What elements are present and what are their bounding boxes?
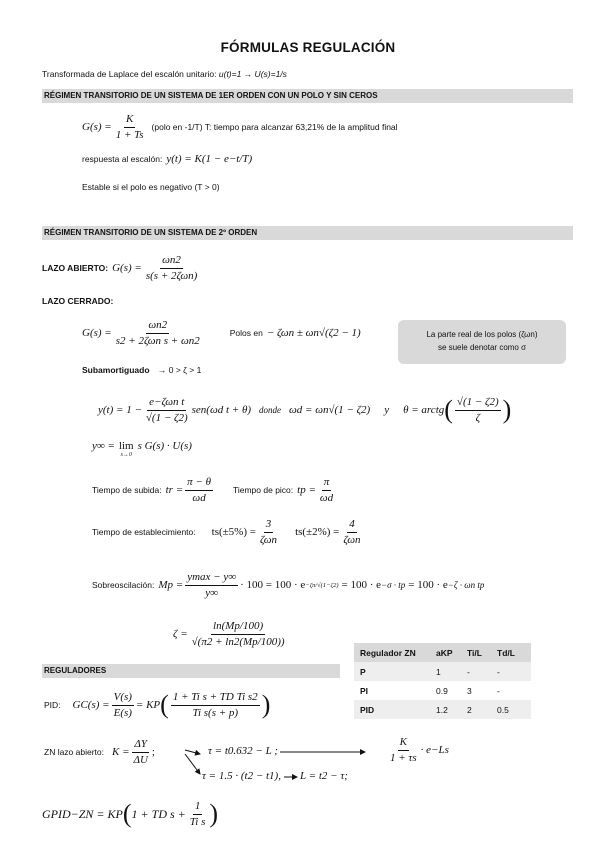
ts2-den: ζωn <box>343 533 361 546</box>
yinf-sub: s→0 <box>120 452 132 458</box>
g-den: 1 + Ts <box>115 128 144 141</box>
gpid-num: 1 <box>193 800 203 815</box>
table-row <box>354 681 531 700</box>
zn-model <box>386 733 449 767</box>
closed-num: ωn2 <box>146 319 169 334</box>
pid-label: PID: <box>44 700 61 710</box>
rise-num: π − θ <box>185 476 213 491</box>
gpid-body: 1 + TD s + <box>131 806 186 821</box>
settle-label: Tiempo de establecimiento: <box>92 527 196 537</box>
zn-cell: - <box>491 681 531 700</box>
zn-col-ti: Ti/L <box>461 643 491 662</box>
note-line2: se suele denotar como σ <box>437 343 527 352</box>
zn-cell: 2 <box>461 700 491 719</box>
final-value <box>92 440 192 458</box>
zn-col-td: Td/L <box>491 643 531 662</box>
zn-col-akp: aKP <box>430 643 461 662</box>
regulators-heading: REGULADORES <box>42 664 340 678</box>
open-num: ωn2 <box>160 254 183 269</box>
zeta-den: √(π2 + ln2(Mp/100)) <box>191 635 285 648</box>
over-lhs: Mp = <box>158 579 184 591</box>
zn-cell: 0.5 <box>491 700 531 719</box>
zn-model-den: 1 + τs <box>390 751 417 764</box>
over-rhs2: = 100 · e <box>341 579 382 591</box>
peak-den: ωd <box>319 491 334 504</box>
zn-cell: - <box>461 662 491 681</box>
zn-cell: PI <box>354 681 430 700</box>
zn-k-num: ΔY <box>132 738 149 753</box>
zn-cell: PID <box>354 700 430 719</box>
zn-arrow-tau2 <box>185 754 200 774</box>
zn-cell: 1 <box>430 662 461 681</box>
laplace-line <box>42 69 287 79</box>
zeta-formula <box>173 614 289 654</box>
zn-model-exp: · e−Ls <box>420 744 449 756</box>
over-den: y∞ <box>205 586 219 599</box>
zn-tau2: τ = 1.5 · (t2 − t1), <box>202 770 281 782</box>
over-label: Sobreoscilación: <box>92 580 155 590</box>
y-lhs: y(t) = 1 − <box>98 404 142 416</box>
laplace-label: Transformada de Laplace del escalón unitario: <box>42 69 217 79</box>
section2-heading: RÉGIMEN TRANSITORIO DE UN SISTEMA DE 2º ORDEN <box>42 226 573 240</box>
theta-den: ζ <box>475 411 481 424</box>
laplace-formula: u(t)=1 → U(s)=1/s <box>218 69 287 79</box>
step-response <box>82 153 252 165</box>
rise-peak <box>92 474 337 506</box>
y-den: √(1 − ζ2) <box>145 411 188 424</box>
table-row <box>354 700 531 719</box>
yinf-rhs: s G(s) · U(s) <box>137 440 192 452</box>
y-conj: y <box>384 404 390 416</box>
zn-cell: - <box>491 662 531 681</box>
zeta-lhs: ζ = <box>173 628 188 640</box>
over-num: ymax − y∞ <box>185 571 238 586</box>
pid-lhs: GC(s) = <box>72 699 110 711</box>
zn-table <box>354 643 531 719</box>
pid-num2: 1 + Ti s + TD Ti s2 <box>171 691 260 706</box>
open-loop <box>42 252 201 284</box>
ts5-lhs: ts(±5%) = <box>211 526 256 538</box>
zeta-num: ln(Mp/100) <box>211 620 265 635</box>
pid-num1: V(s) <box>112 691 134 706</box>
response-formula: y(t) = 1 − $\frac{\text{e−ζωn t}}{√(1 - \zeta 2)}$ sen(ωd t + θ) donde ωd = ωn√(1 − ζ2) y θ = arctg ( $\frac{√(1 - \zeta 2)}{\zeta}$ ) <box>98 395 512 424</box>
peak-lhs: tp = <box>297 484 316 496</box>
zn-k: K = <box>112 746 130 758</box>
zn-cell: P <box>354 662 430 681</box>
underdamped <box>82 365 201 375</box>
zn-tau: τ = t0.632 − L ; <box>208 745 278 757</box>
zn-cell: 1.2 <box>430 700 461 719</box>
over-rhs3: = 100 · e <box>408 579 448 591</box>
open-label: LAZO ABIERTO: <box>42 263 109 273</box>
rise-den: ωd <box>192 491 206 504</box>
theta: θ = arctg <box>403 404 445 416</box>
g-lhs: G(s) = <box>82 121 112 133</box>
ts2-lhs: ts(±2%) = <box>295 526 340 538</box>
poles-label: Polos en <box>229 328 263 338</box>
g-num: K <box>124 113 135 128</box>
open-lhs: G(s) = <box>112 262 142 274</box>
y-num: e−ζωn t <box>147 396 186 411</box>
zn-open-loop: ZN lazo abierto: K = $\frac{\Delta Y}{\Delta U}$ ; <box>44 737 155 766</box>
under-cond: → 0 > ζ > 1 <box>157 365 202 375</box>
donde: donde <box>259 405 282 415</box>
y-tail: sen(ωd t + θ) <box>191 404 252 416</box>
zn-model-num: K <box>398 736 409 751</box>
zn-col-regulator: Regulador ZN <box>354 643 430 662</box>
note-box <box>398 320 566 364</box>
wd-formula: ωd = ωn√(1 − ζ2) <box>289 404 371 416</box>
pid-eq: = KP <box>135 699 161 711</box>
rise-label: Tiempo de subida: <box>92 485 162 495</box>
zn-cell: 0.9 <box>430 681 461 700</box>
poles-formula: − ζωn ± ωn√(ζ2 − 1) <box>266 327 361 339</box>
yinf-lhs: y∞ = <box>92 440 115 452</box>
pid-den1: E(s) <box>113 706 132 719</box>
gpid-zn: GPID−ZN = KP ( 1 + TD s + $\frac{1}{\text{Ti s}}$ ) <box>42 799 219 828</box>
zn-label: ZN lazo abierto: <box>44 747 104 757</box>
zn-k-den: ΔU <box>133 753 148 766</box>
zn-table-header <box>354 643 531 662</box>
settling-time <box>92 516 364 548</box>
closed-loop <box>82 316 361 350</box>
closed-lhs: G(s) = <box>82 327 112 339</box>
theta-num: √(1 − ζ2) <box>455 396 501 411</box>
pid-den2: Ti s(s + p) <box>192 706 239 719</box>
over-rhs1: · 100 = 100 · e <box>240 579 306 591</box>
open-den: s(s + 2ζωn) <box>145 269 198 282</box>
zn-arrow-tau <box>185 750 200 754</box>
section1-heading: RÉGIMEN TRANSITORIO DE UN SISTEMA DE 1ER ORDEN CON UN POLO Y SIN CEROS <box>42 89 573 103</box>
ts5-den: ζωn <box>259 533 278 546</box>
closed-label: LAZO CERRADO: <box>42 296 114 306</box>
note-line1: La parte real de los polos (ζωn) <box>426 330 538 339</box>
gpid-lhs: GPID−ZN = KP <box>42 806 123 821</box>
over-exp3: −ζ · ωn tp <box>447 580 485 590</box>
rise-lhs: tr = <box>165 484 184 496</box>
peak-num: π <box>322 476 332 491</box>
pid-formula: PID: GC(s) = $\frac{V(s)}{E(s)}$ = KP ( $\frac{\text{1 + Ti s + TD Ti s2}}{\text{Ti s(s + p)}}$ ) <box>44 690 271 719</box>
ts2-num: 4 <box>347 518 357 533</box>
overshoot <box>92 566 484 604</box>
gpid-den: Ti s <box>189 815 206 828</box>
yinf-lim: lim <box>118 440 134 452</box>
over-exp2: −σ · tp <box>381 580 406 590</box>
closed-den: s2 + 2ζωn s + ωn2 <box>115 334 200 347</box>
page-title: FÓRMULAS REGULACIÓN <box>220 40 396 55</box>
step-label: respuesta al escalón: <box>82 154 163 164</box>
peak-label: Tiempo de pico: <box>232 485 294 495</box>
zn-arrows <box>180 740 400 790</box>
g-note: (polo en -1/T) T: tiempo para alcanzar 63,21% de la amplitud final <box>151 122 398 132</box>
zn-cell: 3 <box>461 681 491 700</box>
under-label: Subamortiguado <box>82 365 150 375</box>
zn-l: L = t2 − τ; <box>300 770 348 782</box>
stable-note: Estable si el polo es negativo (T > 0) <box>82 182 220 192</box>
step-formula: y(t) = K(1 − e−t/T) <box>166 153 253 165</box>
ts5-num: 3 <box>264 518 274 533</box>
over-exp1: −ζπ/√(1−ζ2) <box>305 581 339 589</box>
table-row <box>354 662 531 681</box>
first-order-tf <box>82 110 398 144</box>
